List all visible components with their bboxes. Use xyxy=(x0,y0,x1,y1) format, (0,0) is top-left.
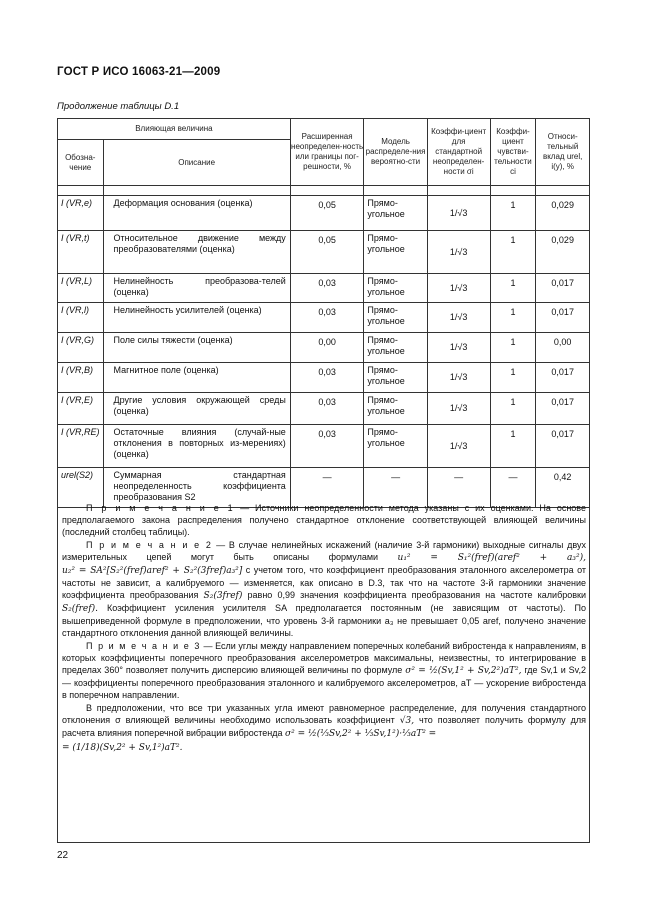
table-row xyxy=(58,196,590,231)
note-1-label: П р и м е ч а н и е 1 xyxy=(86,503,235,513)
note-2 xyxy=(62,539,586,639)
document-header: ГОСТ Р ИСО 16063-21—2009 xyxy=(57,66,221,78)
header-influence: Влияющая величина xyxy=(58,119,291,140)
header-coef: Коэффи-циент для стандартной неопределен-ности σi xyxy=(427,119,490,186)
row-symbol: I (VR,B) xyxy=(58,363,104,393)
row-value: 0,03 xyxy=(290,274,364,303)
row-coef: 1/√3 xyxy=(427,425,490,468)
formula-u1: u₁² = S₁²(fref)(aref² + a₃²), xyxy=(397,553,586,563)
row-model: Прямо-угольное xyxy=(364,196,427,231)
row-coef: 1/√3 xyxy=(427,196,490,231)
row-symbol: I (VR,L) xyxy=(58,274,104,303)
table-row xyxy=(58,363,590,393)
row-relative: 0,017 xyxy=(536,393,590,425)
header-relative: Относи-тельный вклад urel, i(y), % xyxy=(536,119,590,186)
row-sensitivity: 1 xyxy=(490,231,536,274)
row-sensitivity: 1 xyxy=(490,333,536,363)
row-model: Прямо-угольное xyxy=(364,333,427,363)
note-3-label: П р и м е ч а н и е 3 xyxy=(86,641,201,651)
row-description: Нелинейность преобразова-телей (оценка) xyxy=(103,274,290,303)
formula-sigma-2: σ² = ½(⅓Sv,2² + ⅓Sv,1²)·⅓aT² = xyxy=(285,729,437,739)
row-sensitivity: 1 xyxy=(490,363,536,393)
row-value: 0,05 xyxy=(290,196,364,231)
note-2-text-a: — В случае нелинейных искажений (наличие 3-й гармоники) выходные сигналы двух измерительных цепей могут быть описаны формулами xyxy=(62,540,586,562)
note-1 xyxy=(62,502,586,538)
row-sensitivity: 1 xyxy=(490,303,536,333)
formula-sqrt3: √3, xyxy=(399,716,415,726)
row-description: Нелинейность усилителей (оценка) xyxy=(103,303,290,333)
row-value: 0,03 xyxy=(290,303,364,333)
row-symbol: urel(S2) xyxy=(58,468,104,508)
row-sensitivity: 1 xyxy=(490,274,536,303)
formula-s2-fref: S₂(fref). xyxy=(62,604,98,614)
note-3-text-a: — Если углы между направлением поперечных колебаний вибростенда к направлениям, в которых коэффициенты поперечного преобразования акселерометров максимальны, неизвестны, то интегрирование в пределах 360° позволяет получить дисперсию влияющей величины по формуле xyxy=(62,641,586,675)
row-coef: 1/√3 xyxy=(427,363,490,393)
formula-s2-3fref: S₂(3fref) xyxy=(203,591,243,601)
note-2-text-d: Коэффициент усиления усилителя SA предполагается постоянным (не зависящим от частоты). По вышеприведенной формуле в предположении, что уровень 3-й гармоники a₃ не превышает 0,05 aref, получено значение стандартного отклонения данной влияющей величины. xyxy=(62,603,586,638)
row-model: — xyxy=(364,468,427,508)
row-description: Остаточные влияния (случай-ные отклонения в повторных из-мерениях) (оценка) xyxy=(103,425,290,468)
row-value: 0,05 xyxy=(290,231,364,274)
row-symbol: I (VR,G) xyxy=(58,333,104,363)
row-value: 0,03 xyxy=(290,363,364,393)
note-4-text-a: В предположении, что все три указанных угла имеют равномерное распределение, для получения стандартного отклонения σ влияющей величины необходимо использовать коэффициент xyxy=(62,703,586,725)
note-3 xyxy=(62,640,586,701)
row-model: Прямо-угольное xyxy=(364,274,427,303)
table-row xyxy=(58,393,590,425)
note-4-text-b: что позволяет получить формулу для расчета влияния поперечной вибрации вибростенда xyxy=(62,715,586,738)
note-2-text-b: с учетом того, что коэффициент преобразования эталонного акселерометра от частоты не зависит, а калибруемого — изменяется, как описано в D.3, так что на частоте 3-й гармоники значение коэффициента преобразования xyxy=(62,565,586,600)
row-coef: 1/√3 xyxy=(427,393,490,425)
note-1-text: — Источники неопределенности метода указаны с их оценками. На основе предполагаемого закона распределения получено стандартное отклонение соответствующей влияющей величины (последний столбец таблицы). xyxy=(62,503,586,537)
row-description: Магнитное поле (оценка) xyxy=(103,363,290,393)
row-coef: 1/√3 xyxy=(427,274,490,303)
formula-sigma-3: = (1/18)(Sv,2² + Sv,1²)aT². xyxy=(62,743,183,753)
row-symbol: I (VR,RE) xyxy=(58,425,104,468)
note-2-label: П р и м е ч а н и е 2 xyxy=(86,540,213,550)
table-row xyxy=(58,333,590,363)
row-coef: 1/√3 xyxy=(427,333,490,363)
header-model: Модель распределе-ния вероятно-сти xyxy=(364,119,427,186)
row-symbol: I (VR,l) xyxy=(58,303,104,333)
row-coef: 1/√3 xyxy=(427,303,490,333)
row-sensitivity: — xyxy=(490,468,536,508)
table-row xyxy=(58,303,590,333)
table-notes xyxy=(62,502,586,755)
formula-u2: u₂² = SA²[S₂²(fref)aref² + S₂²(3fref)a₃²] xyxy=(62,566,243,576)
row-relative: 0,00 xyxy=(536,333,590,363)
row-relative: 0,017 xyxy=(536,274,590,303)
row-description: Поле силы тяжести (оценка) xyxy=(103,333,290,363)
row-description: Относительное движение между преобразователями (оценка) xyxy=(103,231,290,274)
row-relative: 0,42 xyxy=(536,468,590,508)
header-uncertainty: Расширенная неопределен-ность или границы пог-решности, % xyxy=(290,119,364,186)
row-value: 0,03 xyxy=(290,425,364,468)
header-description: Описание xyxy=(103,140,290,186)
uncertainty-table xyxy=(57,118,590,508)
row-model: Прямо-угольное xyxy=(364,393,427,425)
row-value: 0,00 xyxy=(290,333,364,363)
row-symbol: I (VR,t) xyxy=(58,231,104,274)
row-symbol: I (VR,e) xyxy=(58,196,104,231)
table-row xyxy=(58,425,590,468)
header-symbol: Обозна-чение xyxy=(58,140,104,186)
note-4-continuation xyxy=(62,741,586,754)
row-relative: 0,017 xyxy=(536,303,590,333)
row-value: — xyxy=(290,468,364,508)
page-number: 22 xyxy=(57,850,69,861)
note-2-text-c: равно 0,99 значения коэффициента преобразования на частоте калибровки xyxy=(247,590,586,600)
row-relative: 0,029 xyxy=(536,231,590,274)
row-model: Прямо-угольное xyxy=(364,363,427,393)
row-description: Другие условия окружающей среды (оценка) xyxy=(103,393,290,425)
header-sensitivity: Коэффи-циент чувстви-тельности ci xyxy=(490,119,536,186)
row-model: Прямо-угольное xyxy=(364,231,427,274)
note-4 xyxy=(62,702,586,740)
table-row xyxy=(58,231,590,274)
row-value: 0,03 xyxy=(290,393,364,425)
row-sensitivity: 1 xyxy=(490,393,536,425)
table-row xyxy=(58,274,590,303)
row-description: Суммарная стандартная неопределенность коэффициента преобразования S2 xyxy=(103,468,290,508)
row-sensitivity: 1 xyxy=(490,196,536,231)
row-relative: 0,017 xyxy=(536,425,590,468)
row-coef: 1/√3 xyxy=(427,231,490,274)
row-model: Прямо-угольное xyxy=(364,303,427,333)
table-caption: Продолжение таблицы D.1 xyxy=(57,101,180,112)
row-relative: 0,017 xyxy=(536,363,590,393)
row-coef: — xyxy=(427,468,490,508)
row-description: Деформация основания (оценка) xyxy=(103,196,290,231)
row-symbol: I (VR,E) xyxy=(58,393,104,425)
row-sensitivity: 1 xyxy=(490,425,536,468)
row-model: Прямо-угольное xyxy=(364,425,427,468)
note-3-text-b: где Sv,1 и Sv,2 — коэффициенты поперечного преобразования эталонного и калибруемого акселерометров, aT — ускорение вибростенда в поперечном направлении. xyxy=(62,665,586,700)
formula-sigma-1: σ² = ½(Sv,1² + Sv,2²)aT², xyxy=(405,666,522,676)
row-relative: 0,029 xyxy=(536,196,590,231)
